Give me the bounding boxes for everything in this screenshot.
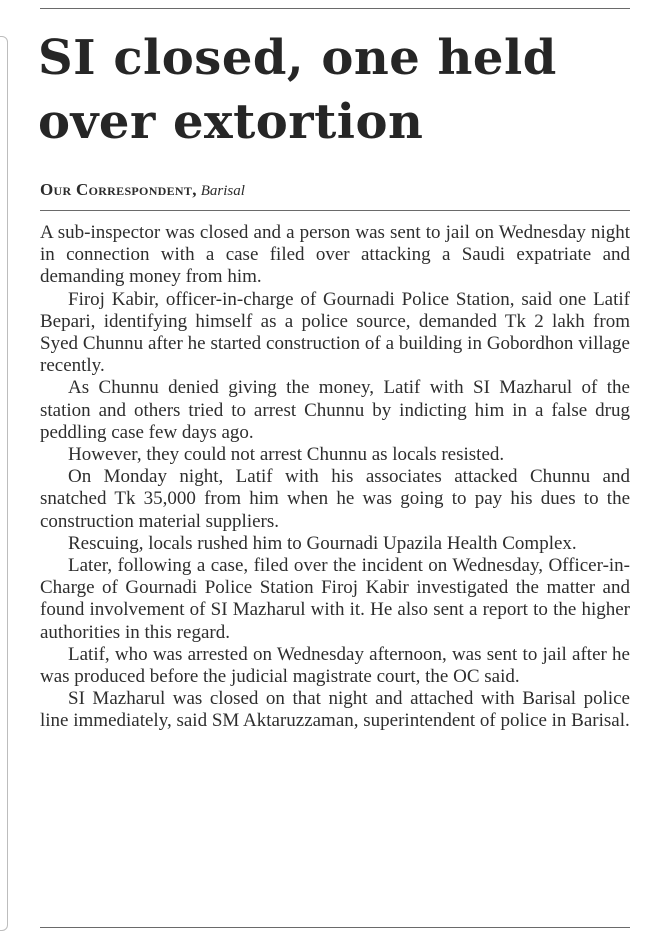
- byline-location: Barisal: [200, 183, 245, 199]
- paragraph: Later, following a case, filed over the incident on Wednesday, Officer-in-Charge of Gournadi Police Station Firoj Kabir investigated the matter and found involvement of SI Mazharul with it. He also sent a report to the higher authorities in this regard.: [40, 555, 630, 643]
- paragraph: However, they could not arrest Chunnu as locals resisted.: [68, 444, 505, 466]
- paragraph: As Chunnu denied giving the money, Latif with SI Mazharul of the station and others tried to arrest Chunnu by indicting him in a false drug peddling case few days ago.: [40, 377, 630, 443]
- byline-rule: [40, 210, 630, 211]
- paragraph: SI Mazharul was closed on that night and attached with Barisal police line immediately, said SM Aktaruzzaman, superintendent of police in Barisal.: [40, 688, 630, 732]
- paragraph: A sub-inspector was closed and a person was sent to jail on Wednesday night in connection with a case filed over attacking a Saudi expatriate and demanding money from him.: [40, 222, 630, 288]
- column-bracket: [0, 36, 8, 931]
- paragraph: Rescuing, locals rushed him to Gournadi Upazila Health Complex.: [68, 532, 577, 554]
- article-body: [40, 222, 630, 733]
- byline-author: Our Correspondent,: [40, 180, 197, 199]
- paragraph: Latif, who was arrested on Wednesday afternoon, was sent to jail after he was produced before the judicial magistrate court, the OC said.: [40, 643, 630, 688]
- headline: SI closed, one held over extortion: [38, 30, 557, 150]
- byline: [40, 180, 245, 200]
- bottom-rule: [40, 927, 630, 928]
- top-rule: [40, 8, 630, 9]
- paragraph: Firoj Kabir, officer-in-charge of Gournadi Police Station, said one Latif Bepari, identifying himself as a police source, demanded Tk 2 lakh from Syed Chunnu after he started construction of a building in Gobordhon village recently.: [40, 288, 630, 377]
- paragraph: On Monday night, Latif with his associates attacked Chunnu and snatched Tk 35,000 from him when he was going to pay his dues to the construction material suppliers.: [40, 466, 630, 532]
